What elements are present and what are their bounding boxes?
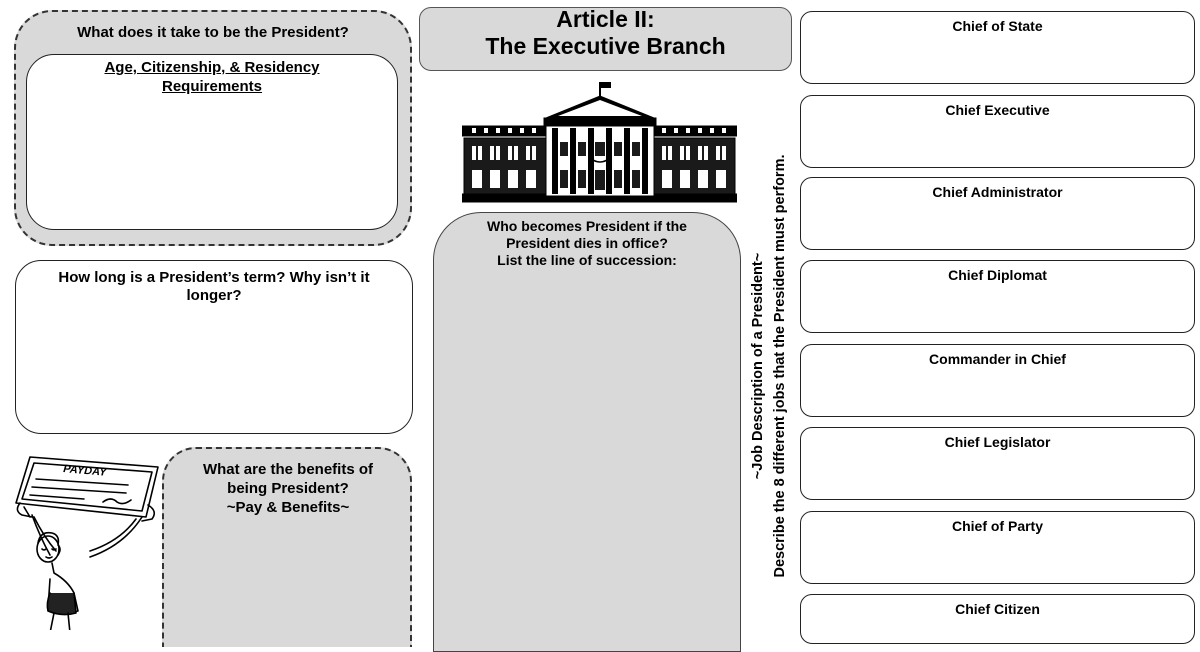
requirements-heading-line1: Age, Citizenship, & Residency: [104, 59, 320, 76]
job-label: Chief Executive: [945, 102, 1050, 118]
job-label: Chief Administrator: [932, 184, 1063, 200]
succession-line3: List the line of succession:: [497, 252, 677, 268]
benefits-line2: being President?: [227, 480, 349, 497]
white-house-illustration: [462, 80, 737, 204]
requirements-heading: [26, 58, 398, 96]
job-description-title: ~Job Description of a President~: [750, 252, 766, 480]
succession-line2: President dies in office?: [506, 235, 668, 251]
job-label: Chief of Party: [951, 518, 1043, 534]
term-question-line1: How long is a President’s term? Why isn’t it: [58, 269, 370, 286]
job-label: Chief Diplomat: [948, 267, 1047, 283]
job-box-chief-of-state[interactable]: [800, 11, 1195, 84]
benefits-line3: ~Pay & Benefits~: [226, 499, 350, 516]
page-title-line2: The Executive Branch: [485, 33, 726, 59]
requirements-heading-line2: Requirements: [161, 78, 263, 95]
benefits-question: [175, 460, 401, 517]
succession-line1: Who becomes President if the: [487, 218, 687, 234]
job-box-chief-of-party[interactable]: [800, 511, 1195, 584]
job-label: Commander in Chief: [929, 351, 1066, 367]
job-description-instructions: Describe the 8 different jobs that the President must perform.: [772, 154, 788, 578]
succession-question: [446, 218, 728, 269]
job-box-chief-citizen[interactable]: [800, 594, 1195, 644]
job-box-chief-legislator[interactable]: [800, 427, 1195, 500]
term-question: [25, 269, 403, 305]
job-box-commander-in-chief[interactable]: [800, 344, 1195, 417]
benefits-line1: What are the benefits of: [202, 461, 374, 478]
requirements-question: What does it take to be the President?: [77, 24, 349, 41]
job-label: Chief Legislator: [944, 434, 1051, 450]
term-question-line2: longer?: [186, 287, 242, 304]
job-box-chief-executive[interactable]: [800, 95, 1195, 168]
job-label: Chief of State: [952, 18, 1043, 34]
payday-check-woman-illustration: [8, 445, 163, 630]
job-box-chief-diplomat[interactable]: [800, 260, 1195, 333]
succession-panel[interactable]: [433, 212, 741, 652]
job-label: Chief Citizen: [955, 601, 1040, 617]
payday-text: PAYDAY: [62, 463, 108, 479]
job-box-chief-administrator[interactable]: [800, 177, 1195, 250]
job-description-vertical: [747, 105, 797, 627]
page-title-line1: Article II:: [556, 6, 655, 32]
